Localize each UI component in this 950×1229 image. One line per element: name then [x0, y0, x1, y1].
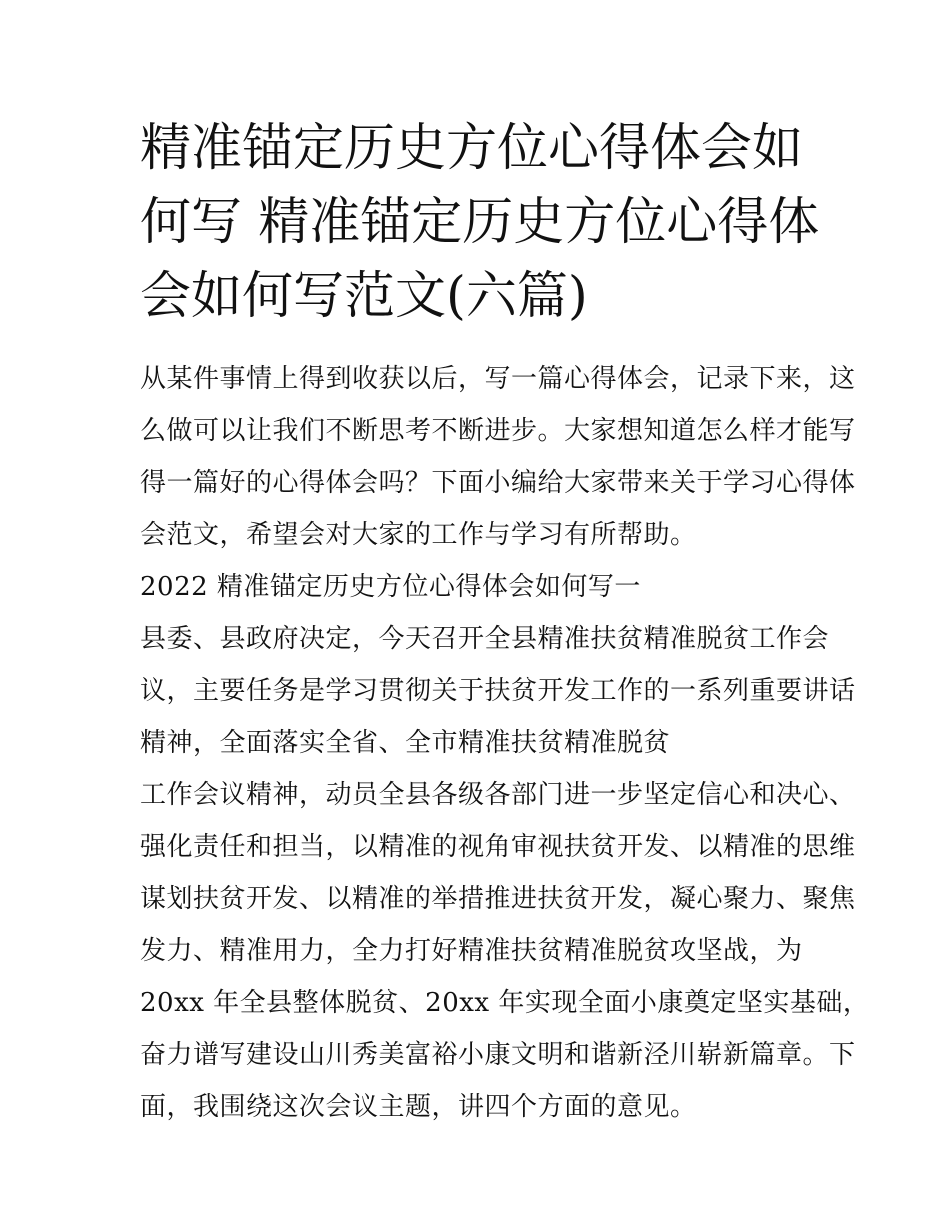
body-line: 面，我围绕这次会议主题，讲四个方面的意见。 — [140, 1092, 697, 1122]
body-line: 发力、精准用力，全力打好精准扶贫精准脱贫攻坚战，为 — [140, 936, 803, 966]
body-line: 20xx 年全县整体脱贫、20xx 年实现全面小康奠定坚实基础， — [140, 988, 870, 1018]
body-line: 工作会议精神，动员全县各级各部门进一步坚定信心和决心、 — [140, 780, 856, 810]
body-line: 县委、县政府决定，今天召开全县精准扶贫精准脱贫工作会 — [140, 624, 830, 654]
body-line: 强化责任和担当，以精准的视角审视扶贫开发、以精准的思维 — [140, 832, 856, 862]
body-line: 谋划扶贫开发、以精准的举措推进扶贫开发，凝心聚力、聚焦 — [140, 884, 856, 914]
body-line: 么做可以让我们不断思考不断进步。大家想知道怎么样才能写 — [140, 416, 856, 446]
body-line: 从某件事情上得到收获以后，写一篇心得体会，记录下来，这 — [140, 364, 856, 394]
body-line: 得一篇好的心得体会吗？下面小编给大家带来关于学习心得体 — [140, 468, 856, 498]
title-line: 何写 精准锚定历史方位心得体 — [140, 193, 820, 252]
body-line: 会范文，希望会对大家的工作与学习有所帮助。 — [140, 520, 697, 550]
body-line: 奋力谱写建设山川秀美富裕小康文明和谐新泾川崭新篇章。下 — [140, 1040, 856, 1070]
title-line: 精准锚定历史方位心得体会如 — [140, 119, 804, 178]
body-line: 精神，全面落实全省、全市精准扶贫精准脱贫 — [140, 728, 671, 758]
section-heading: 2022 精准锚定历史方位心得体会如何写一 — [140, 572, 641, 602]
body-line: 议，主要任务是学习贯彻关于扶贫开发工作的一系列重要讲话 — [140, 676, 856, 706]
document-title — [140, 112, 820, 334]
document-body — [140, 353, 870, 1133]
title-line: 会如何写范文(六篇) — [140, 267, 588, 326]
